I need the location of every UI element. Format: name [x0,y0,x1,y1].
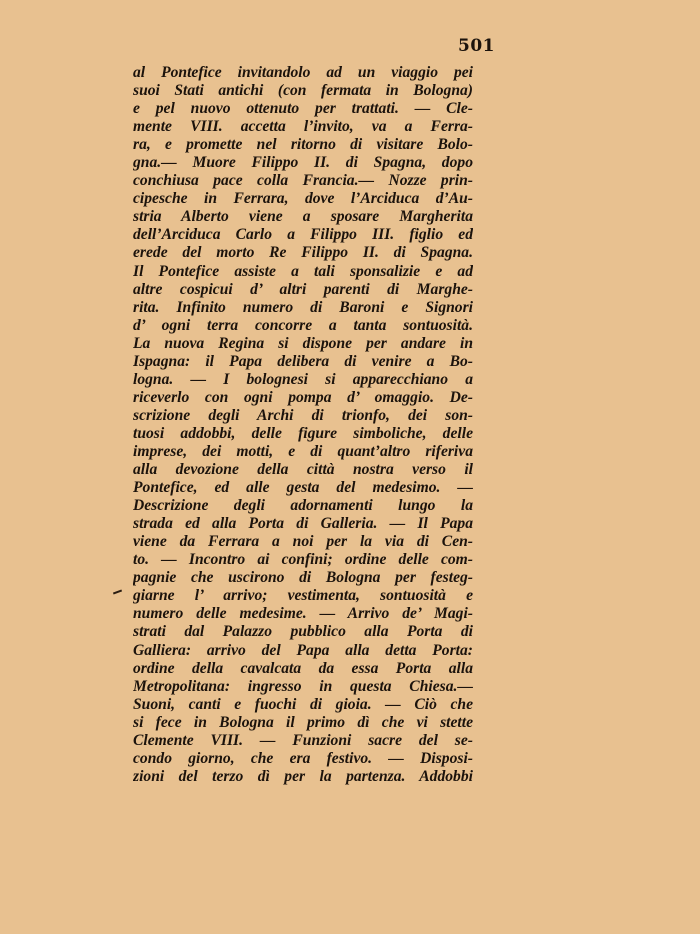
text-line: condo giorno, che era festivo. — Disposi- [133,749,473,767]
text-line: al Pontefice invitandolo ad un viaggio pei [133,64,473,81]
text-line: riceverlo con ogni pompa d’ omaggio. De- [133,388,473,406]
text-line: giarne l’ arrivo; vestimenta, sontuosità e [133,587,473,605]
text-line: viene da Ferrara a noi per la via di Cen- [133,533,473,551]
margin-mark [113,590,122,595]
text-line: Metropolitana: ingresso in questa Chiesa.— [133,677,473,695]
text-block [133,64,473,786]
text-line: Pontefice, ed alle gesta del medesimo. — [133,479,473,497]
text-line: dell’Arciduca Carlo a Filippo III. figlio ed [133,226,473,244]
text-line: rita. Infinito numero di Baroni e Signori [133,298,473,316]
text-line: erede del morto Re Filippo II. di Spagna. [133,244,473,262]
text-line: to. — Incontro ai confini; ordine delle com- [133,551,473,569]
text-line: mente VIII. accetta l’invito, va a Ferra- [133,118,473,136]
text-line: zioni del terzo dì per la partenza. Addobbi [133,767,473,785]
text-line: d’ ogni terra concorre a tanta sontuosità. [133,316,473,334]
text-line: altre cospicui d’ altri parenti di Marghe- [133,280,473,298]
text-line: stria Alberto viene a sposare Margherita [133,208,473,226]
text-line: numero delle medesime. — Arrivo de’ Magi- [133,605,473,623]
text-line: logna. — I bolognesi si apparecchiano a [133,370,473,388]
text-line: pagnie che uscirono di Bologna per festeg- [133,569,473,587]
text-line: Galliera: arrivo del Papa alla detta Porta: [133,641,473,659]
text-line: Clemente VIII. — Funzioni sacre del se- [133,731,473,749]
text-line: strati dal Palazzo pubblico alla Porta di [133,623,473,641]
text-line: Descrizione degli adornamenti lungo la [133,497,473,515]
text-line: e pel nuovo ottenuto per trattati. — Cle- [133,100,473,118]
text-line: strada ed alla Porta di Galleria. — Il Papa [133,515,473,533]
text-line: imprese, dei motti, e di quant’altro riferiva [133,442,473,460]
text-line: alla devozione della città nostra verso il [133,461,473,479]
text-line: ordine della cavalcata da essa Porta alla [133,659,473,677]
text-line: cipesche in Ferrara, dove l’Arciduca d’Au- [133,190,473,208]
text-line: tuosi addobbi, delle figure simboliche, delle [133,424,473,442]
text-line: suoi Stati antichi (con fermata in Bologna) [133,82,473,100]
text-line: si fece in Bologna il primo dì che vi stette [133,713,473,731]
text-line: scrizione degli Archi di trionfo, dei son- [133,406,473,424]
text-line: conchiusa pace colla Francia.— Nozze prin- [133,172,473,190]
text-line: ra, e promette nel ritorno di visitare Bolo- [133,136,473,154]
text-line: gna.— Muore Filippo II. di Spagna, dopo [133,154,473,172]
text-line: Suoni, canti e fuochi di gioia. — Ciò che [133,695,473,713]
page-number: 501 [458,36,495,56]
text-line: La nuova Regina si dispone per andare in [133,334,473,352]
text-line: Il Pontefice assiste a tali sponsalizie e ad [133,262,473,280]
text-line: Ispagna: il Papa delibera di venire a Bo- [133,352,473,370]
